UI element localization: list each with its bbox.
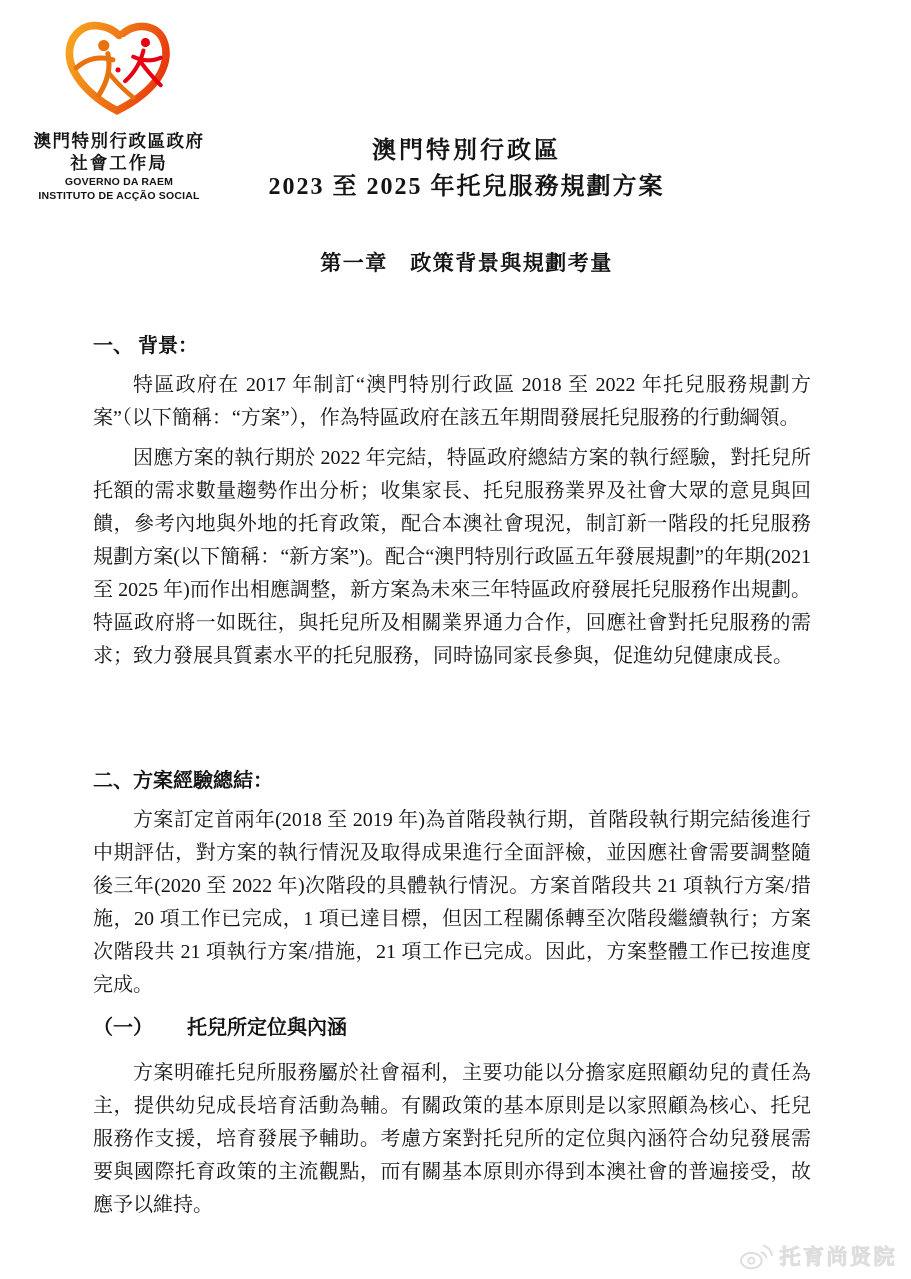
weibo-icon xyxy=(738,1242,775,1271)
subsection-paragraph: 方案明確托兒所服務屬於社會福利，主要功能以分擔家庭照顧幼兒的責任為主，提供幼兒成長培育活動為輔。有關政策的基本原則是以家照顧為核心、托兒服務作支援，培育發展予輔助。考慮方案對托兒所的定位與內涵符合幼兒發展需要與國際托育政策的主流觀點，而有關基本原則亦得到本澳社會的普遍接受，故應予以維持。 xyxy=(93,1062,811,1216)
org-name-cn-line2: 社會工作局 xyxy=(70,152,168,173)
section1-paragraph-2: 因應方案的執行期於 2022 年完結，特區政府總結方案的執行經驗，對托兒所托額的需求數量趨勢作出分析；收集家長、托兒服務業界及社會大眾的意見與回饋，參考內地與外地的托育政策，配合本澳社會現況，制訂新一階段的托兒服務規劃方案(以下簡稱：“新方案”)。配合“澳門特別行政區五年發展規劃”的年期(2021 至 2025 年)而作出相應調整，新方案為未來三年特區政府發展托兒服務作出規劃。特區政府將一如既往，與托兒所及相關業界通力合作，回應社會對托兒服務的需求；致力發展具質素水平的托兒服務，同時協同家長參與，促進幼兒健康成長。 xyxy=(93,447,811,667)
document-title xyxy=(22,133,911,205)
section2-paragraph-1: 方案訂定首兩年(2018 至 2019 年)為首階段執行期，首階段執行期完結後進行中期評估，對方案的執行情況及取得成果進行全面評檢，並因應社會需要調整隨後三年(2020 至 2022 年)次階段的具體執行情況。方案首階段共 21 項執行方案/措施，20 項工作已完成，1 項已達目標，但因工程關係轉至次階段繼續執行；方案次階段共 21 項執行方案/措施，21 項工作已完成。因此，方案整體工作已按進度完成。 xyxy=(93,809,811,996)
section1-paragraph-1: 特區政府在 2017 年制訂“澳門特別行政區 2018 至 2022 年托兒服務規劃方案”（以下簡稱：“方案”），作為特區政府在該五年期間發展托兒服務的行動綱領。 xyxy=(93,374,811,429)
org-name-cn-line1: 澳門特別行政區政府 xyxy=(33,131,205,151)
title-line1: 澳門特別行政區 xyxy=(372,138,561,164)
subsection-heading xyxy=(93,1012,811,1045)
watermark-text: 托育尚贤院 xyxy=(779,1246,897,1269)
chapter-heading: 第一章 政策背景與規劃考量 xyxy=(320,251,613,275)
subsection-number: （一） xyxy=(93,1017,153,1039)
document-body xyxy=(93,330,811,1222)
org-name-pt-line1: GOVERNO DA RAEM xyxy=(64,175,174,188)
subsection-title: 托兒所定位與內涵 xyxy=(187,1017,347,1039)
ias-heart-logo xyxy=(56,18,178,128)
section1-heading: 一、 背景： xyxy=(93,335,198,357)
title-line2: 2023 至 2025 年托兒服務規劃方案 xyxy=(268,174,665,200)
right-person-figure xyxy=(115,38,160,85)
watermark xyxy=(738,1241,898,1271)
org-name-pt-line2: INSTITUTO DE ACÇÃO SOCIAL xyxy=(38,189,200,202)
section2-heading: 二、方案經驗總結： xyxy=(93,770,273,792)
